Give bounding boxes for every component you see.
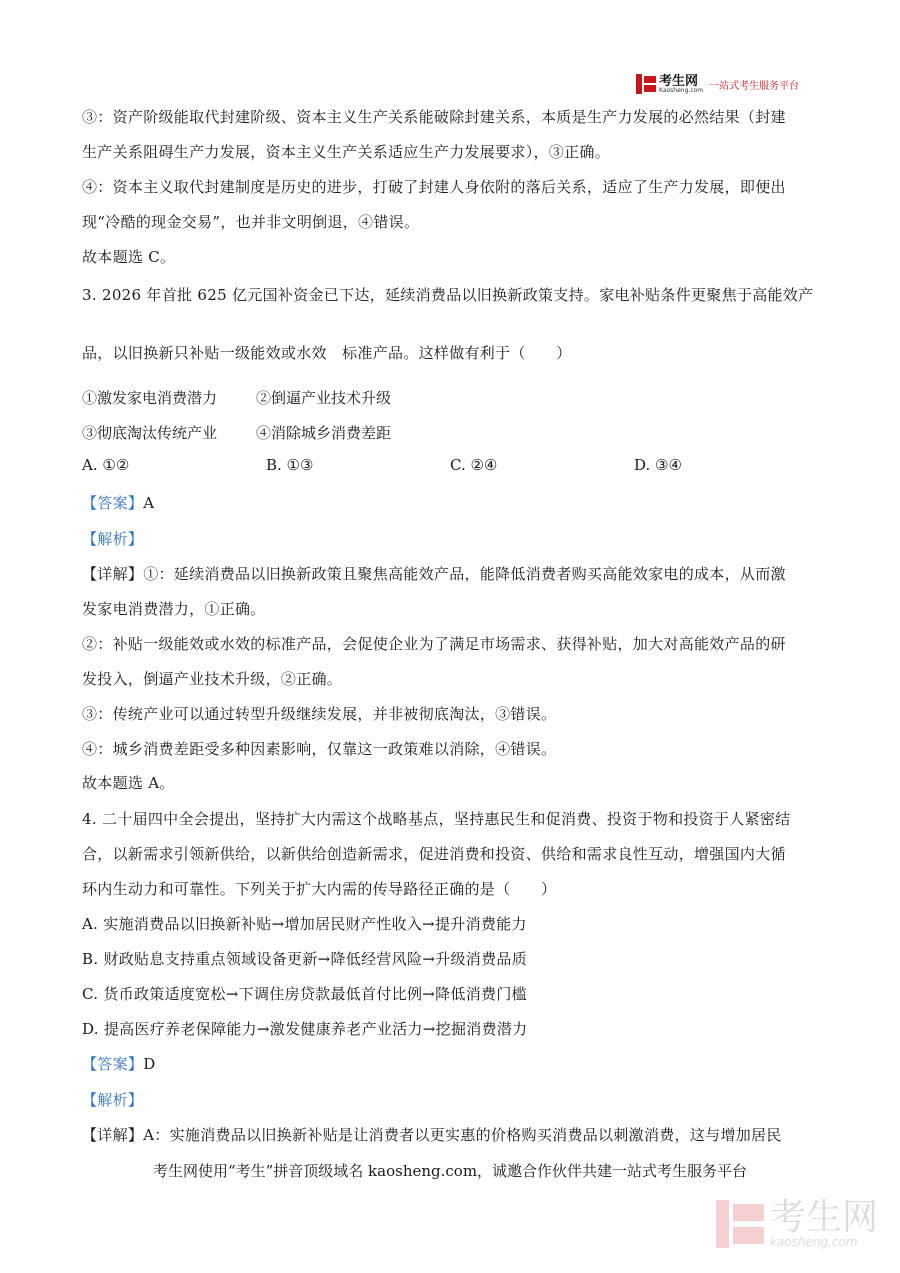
q3-option-b: B. ①③ <box>266 456 314 474</box>
header-slogan: 一站式考生服务平台 <box>709 80 800 92</box>
q3-item: ②倒逼产业技术升级 <box>256 389 392 407</box>
question-3-stem: 3. 2026 年首批 625 亿元国补资金已下达，延续消费品以旧换新政策支持。家电补贴条件更聚焦于高能效产 <box>82 286 814 304</box>
text-line: ③：传统产业可以通过转型升级继续发展，并非被彻底淘汰，③错误。 <box>82 705 557 723</box>
detail-text: A：实施消费品以旧换新补贴是让消费者以更实惠的价格购买消费品以刺激消费，这与增加居民 <box>143 1126 782 1144</box>
q4-analysis-tag: 【解析】 <box>82 1091 144 1109</box>
q4-option-b: B. 财政贴息支持重点领域设备更新→降低经营风险→升级消费品质 <box>82 950 527 968</box>
text-line: 生产关系阻碍生产力发展，资本主义生产关系适应生产力发展要求），③正确。 <box>82 143 611 161</box>
text-line: ②：补贴一级能效或水效的标准产品，会促使企业为了满足市场需求、获得补贴，加大对高能效产品的研 <box>82 635 786 653</box>
header-logo <box>636 74 799 94</box>
watermark <box>716 1197 879 1249</box>
q3-detail <box>82 563 786 584</box>
q3-item: ①激发家电消费潜力 <box>82 389 218 407</box>
text-line: ③：资产阶级能取代封建阶级、资本主义生产关系能破除封建关系，本质是生产力发展的必然结果（封建 <box>82 108 786 126</box>
answer-tag: 【答案】 <box>82 494 144 512</box>
question-4-stem: 环内生动力和可靠性。下列关于扩大内需的传导路径正确的是（ ） <box>82 880 557 898</box>
q3-item: ④消除城乡消费差距 <box>256 424 392 442</box>
watermark-logo-icon <box>716 1200 764 1248</box>
text-line: 发家电消费潜力，①正确。 <box>82 600 266 618</box>
answer-value: A <box>143 494 155 512</box>
watermark-domain: kaosheng.com <box>770 1235 858 1249</box>
text-line: 故本题选 A。 <box>82 774 175 792</box>
q3-option-c: C. ②④ <box>450 456 498 474</box>
detail-text: ①：延续消费品以旧换新政策且聚焦高能效产品，能降低消费者购买高能效家电的成本，从而激 <box>143 565 786 583</box>
q3-option-d: D. ③④ <box>634 456 682 474</box>
detail-tag: 【详解】 <box>82 565 144 583</box>
q4-detail <box>82 1124 782 1145</box>
text-line: ④：资本主义取代封建制度是历史的进步，打破了封建人身依附的落后关系，适应了生产力发展，即便出 <box>82 178 786 196</box>
text-line: 故本题选 C。 <box>82 248 176 266</box>
logo-domain: Kaosheng.com <box>659 86 704 94</box>
logo-name: 考生网 <box>659 73 699 89</box>
answer-tag: 【答案】 <box>82 1055 144 1073</box>
text-line: 现“冷酷的现金交易”，也并非文明倒退，④错误。 <box>82 213 420 231</box>
q3-item: ③彻底淘汰传统产业 <box>82 424 218 442</box>
q3-option-a: A. ①② <box>82 456 130 474</box>
detail-tag: 【详解】 <box>82 1126 144 1144</box>
watermark-name: 考生网 <box>770 1197 879 1238</box>
text-line: ④：城乡消费差距受多种因素影响，仅靠这一政策难以消除，④错误。 <box>82 740 557 758</box>
q3-answer <box>82 492 154 513</box>
q3-analysis-tag: 【解析】 <box>82 530 144 548</box>
text-line: 发投入，倒逼产业技术升级，②正确。 <box>82 670 343 688</box>
q4-option-d: D. 提高医疗养老保障能力→激发健康养老产业活力→挖掘消费潜力 <box>82 1020 528 1038</box>
q4-answer <box>82 1053 156 1074</box>
question-4-stem: 合，以新需求引领新供给，以新供给创造新需求，促进消费和投资、供给和需求良性互动，增强国内大循 <box>82 845 786 863</box>
watermark-text <box>770 1197 879 1249</box>
answer-value: D <box>143 1055 156 1073</box>
logo-text <box>659 75 703 94</box>
kaosheng-logo-icon <box>636 74 656 94</box>
page-footer: 考生网使用“考生”拼音顶级域名 kaosheng.com，诚邀合作伙伴共建一站式考生服务平台 <box>152 1162 748 1180</box>
q4-option-c: C. 货币政策适度宽松→下调住房贷款最低首付比例→降低消费门槛 <box>82 985 527 1003</box>
question-4-stem: 4. 二十届四中全会提出，坚持扩大内需这个战略基点，坚持惠民生和促消费、投资于物和投资于人紧密结 <box>82 810 791 828</box>
question-3-stem: 品，以旧换新只补贴一级能效或水效 标准产品。这样做有利于（ ） <box>82 344 572 362</box>
q4-option-a: A. 实施消费品以旧换新补贴→增加居民财产性收入→提升消费能力 <box>82 915 527 933</box>
